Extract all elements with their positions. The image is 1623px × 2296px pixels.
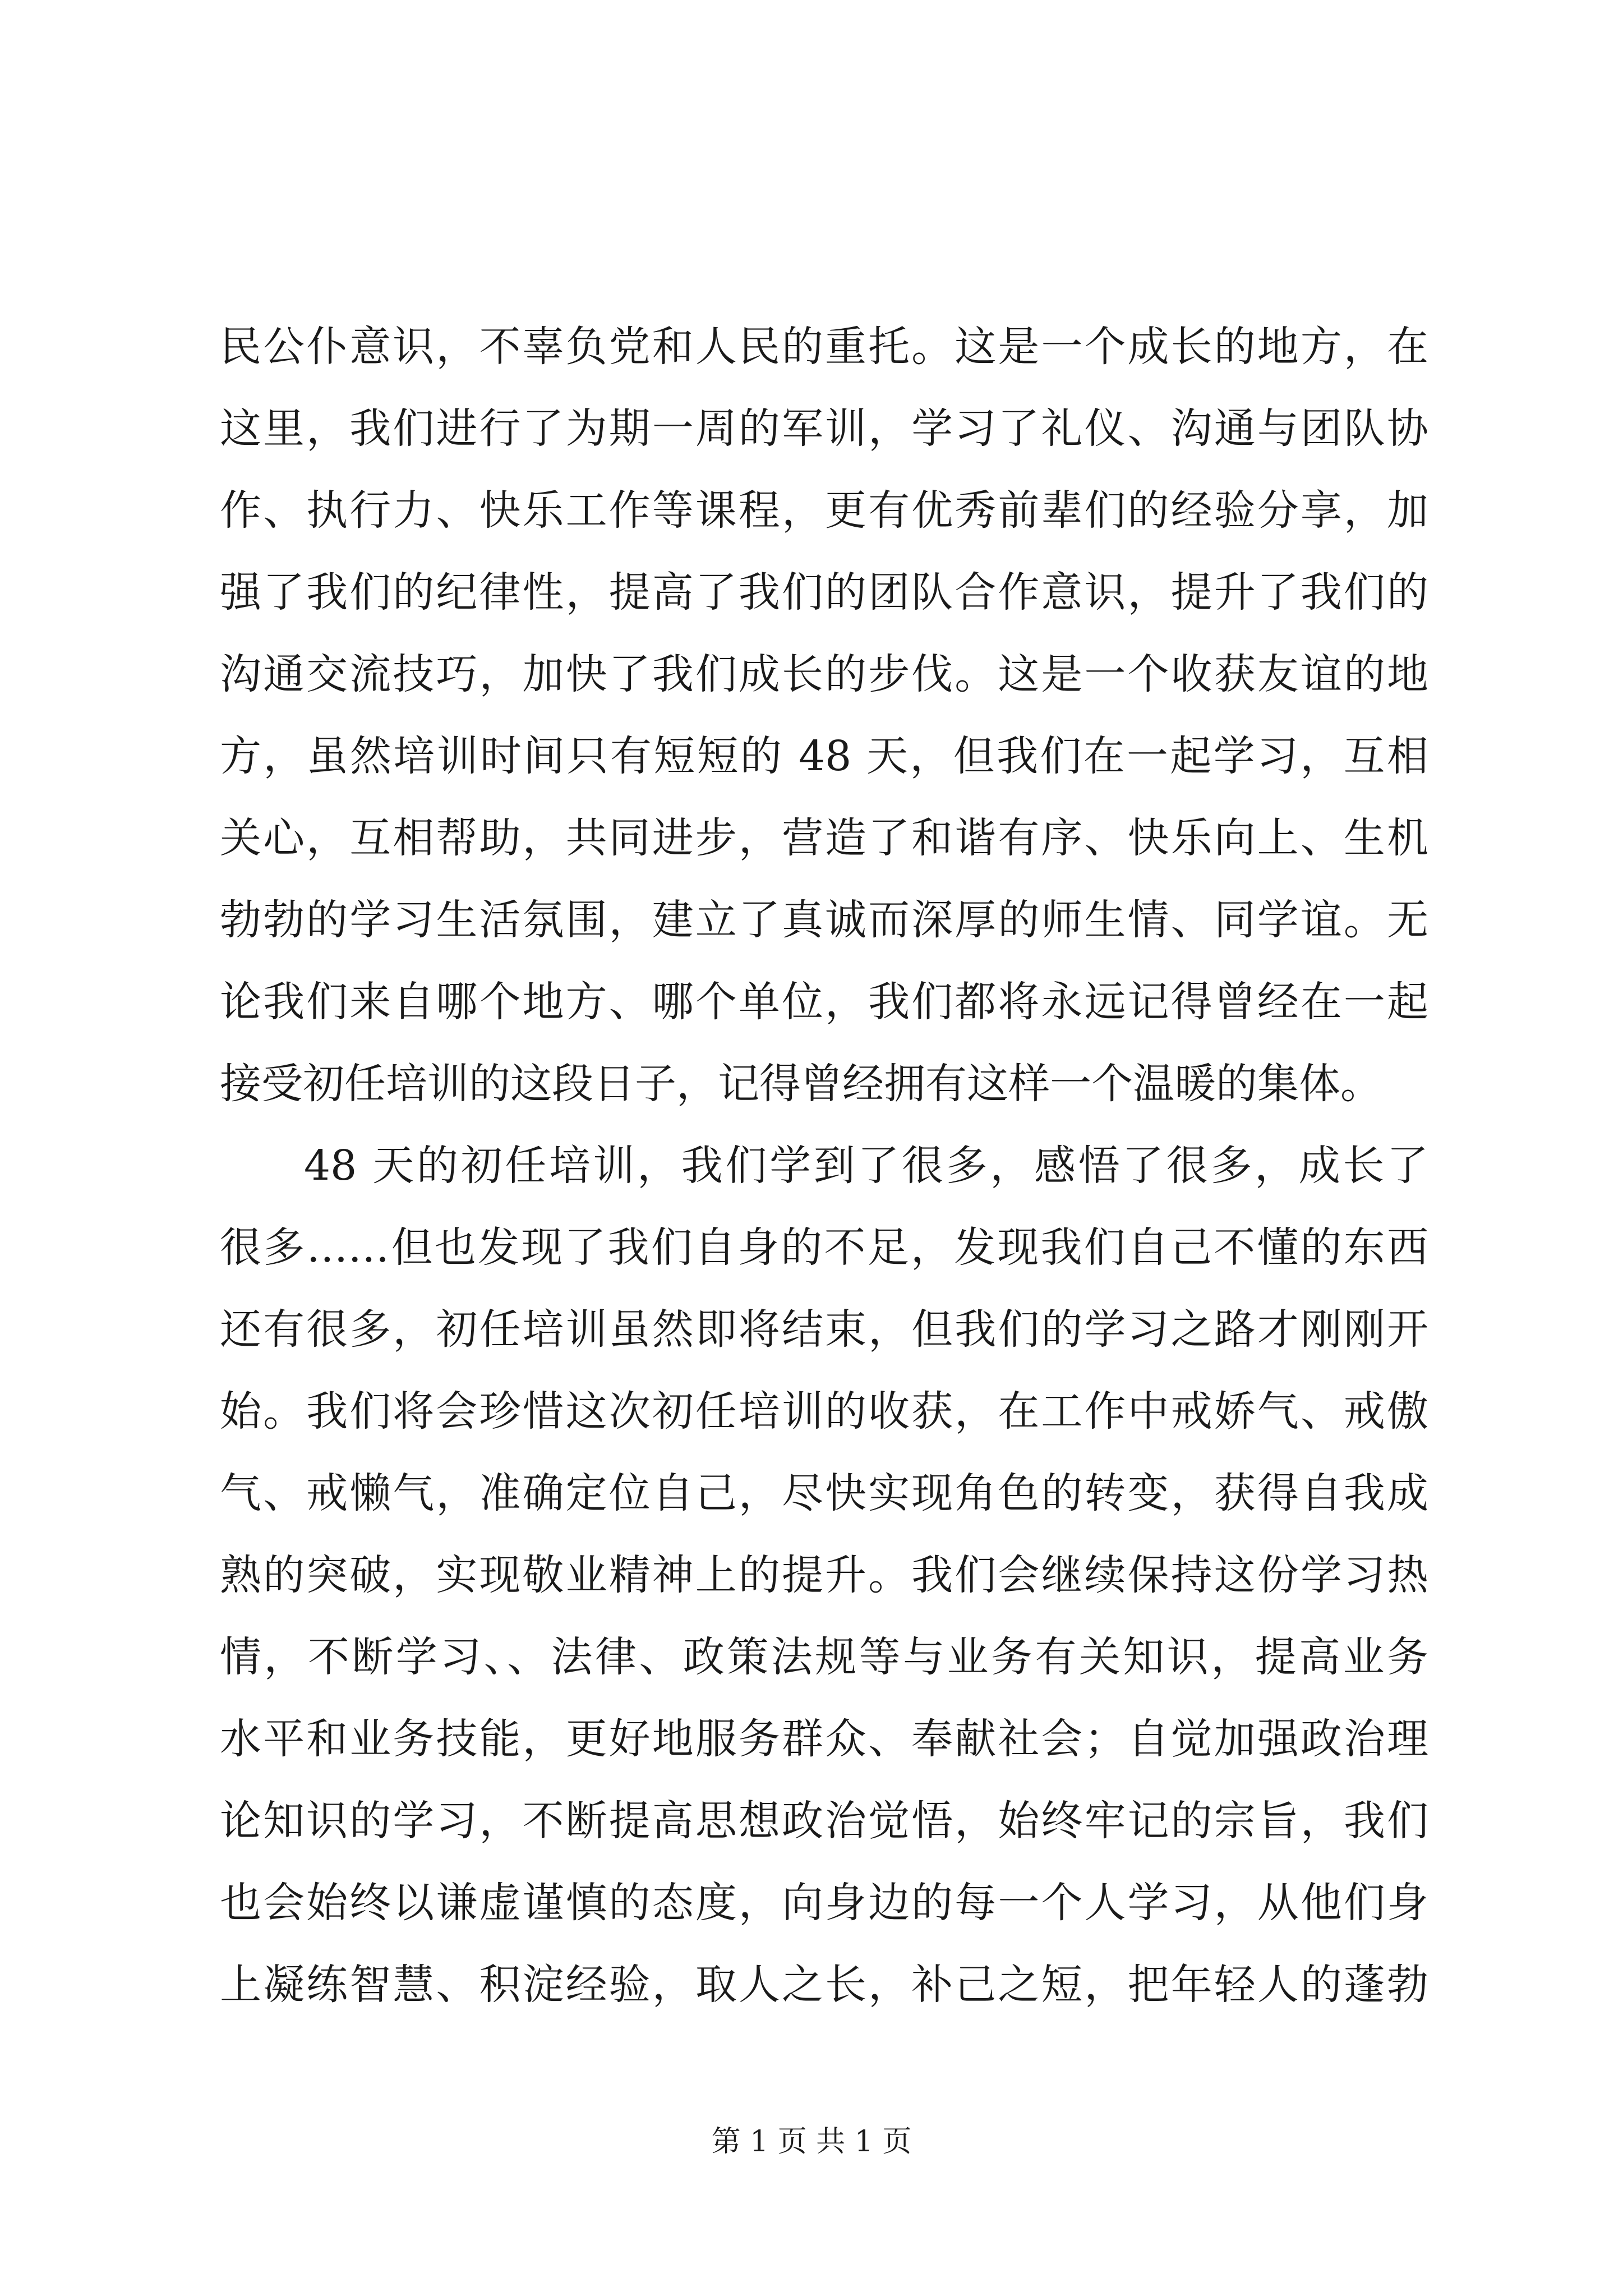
text-line: 方，虽然培训时间只有短短的 48 天，但我们在一起学习，互相 [220, 732, 1428, 780]
text-line: 情，不断学习、、法律、政策法规等与业务有关知识，提高业务 [220, 1633, 1428, 1681]
text-line: 很多……但也发现了我们自身的不足，发现我们自己不懂的东西 [220, 1223, 1428, 1272]
text-line: 48 天的初任培训，我们学到了很多，感悟了很多，成长了 [304, 1142, 1428, 1190]
paragraph-2 [220, 1125, 1428, 2026]
text-line: 勃勃的学习生活氛围，建立了真诚而深厚的师生情、同学谊。无 [220, 896, 1428, 944]
text-line: 作、执行力、快乐工作等课程，更有优秀前辈们的经验分享，加 [220, 486, 1428, 535]
text-line: 关心，互相帮助，共同进步，营造了和谐有序、快乐向上、生机 [220, 814, 1428, 862]
text-line: 接受初任培训的这段日子，记得曾经拥有这样一个温暖的集体。 [220, 1060, 1382, 1108]
page-number-label: 第 1 页 共 1 页 [711, 2125, 912, 2159]
text-line: 也会始终以谦虚谨慎的态度，向身边的每一个人学习，从他们身 [220, 1879, 1428, 1927]
text-line: 论我们来自哪个地方、哪个单位，我们都将永远记得曾经在一起 [220, 978, 1428, 1026]
text-line: 上凝练智慧、积淀经验，取人之长，补己之短，把年轻人的蓬勃 [220, 1961, 1428, 2009]
text-line: 论知识的学习，不断提高思想政治觉悟，始终牢记的宗旨，我们 [220, 1797, 1428, 1845]
text-line: 水平和业务技能，更好地服务群众、奉献社会；自觉加强政治理 [220, 1715, 1428, 1763]
page-footer [0, 2125, 1623, 2159]
text-line: 强了我们的纪律性，提高了我们的团队合作意识，提升了我们的 [220, 568, 1428, 616]
paragraph-1 [220, 306, 1428, 1125]
text-line: 民公仆意识，不辜负党和人民的重托。这是一个成长的地方，在 [220, 323, 1428, 371]
text-line: 这里，我们进行了为期一周的军训，学习了礼仪、沟通与团队协 [220, 404, 1428, 453]
text-line: 熟的突破，实现敬业精神上的提升。我们会继续保持这份学习热 [220, 1551, 1428, 1599]
text-line: 始。我们将会珍惜这次初任培训的收获，在工作中戒娇气、戒傲 [220, 1387, 1428, 1435]
document-body [220, 306, 1428, 2026]
text-line: 气、戒懒气，准确定位自己，尽快实现角色的转变，获得自我成 [220, 1469, 1428, 1517]
text-line: 沟通交流技巧，加快了我们成长的步伐。这是一个收获友谊的地 [220, 650, 1428, 698]
text-line: 还有很多，初任培训虽然即将结束，但我们的学习之路才刚刚开 [220, 1305, 1428, 1354]
